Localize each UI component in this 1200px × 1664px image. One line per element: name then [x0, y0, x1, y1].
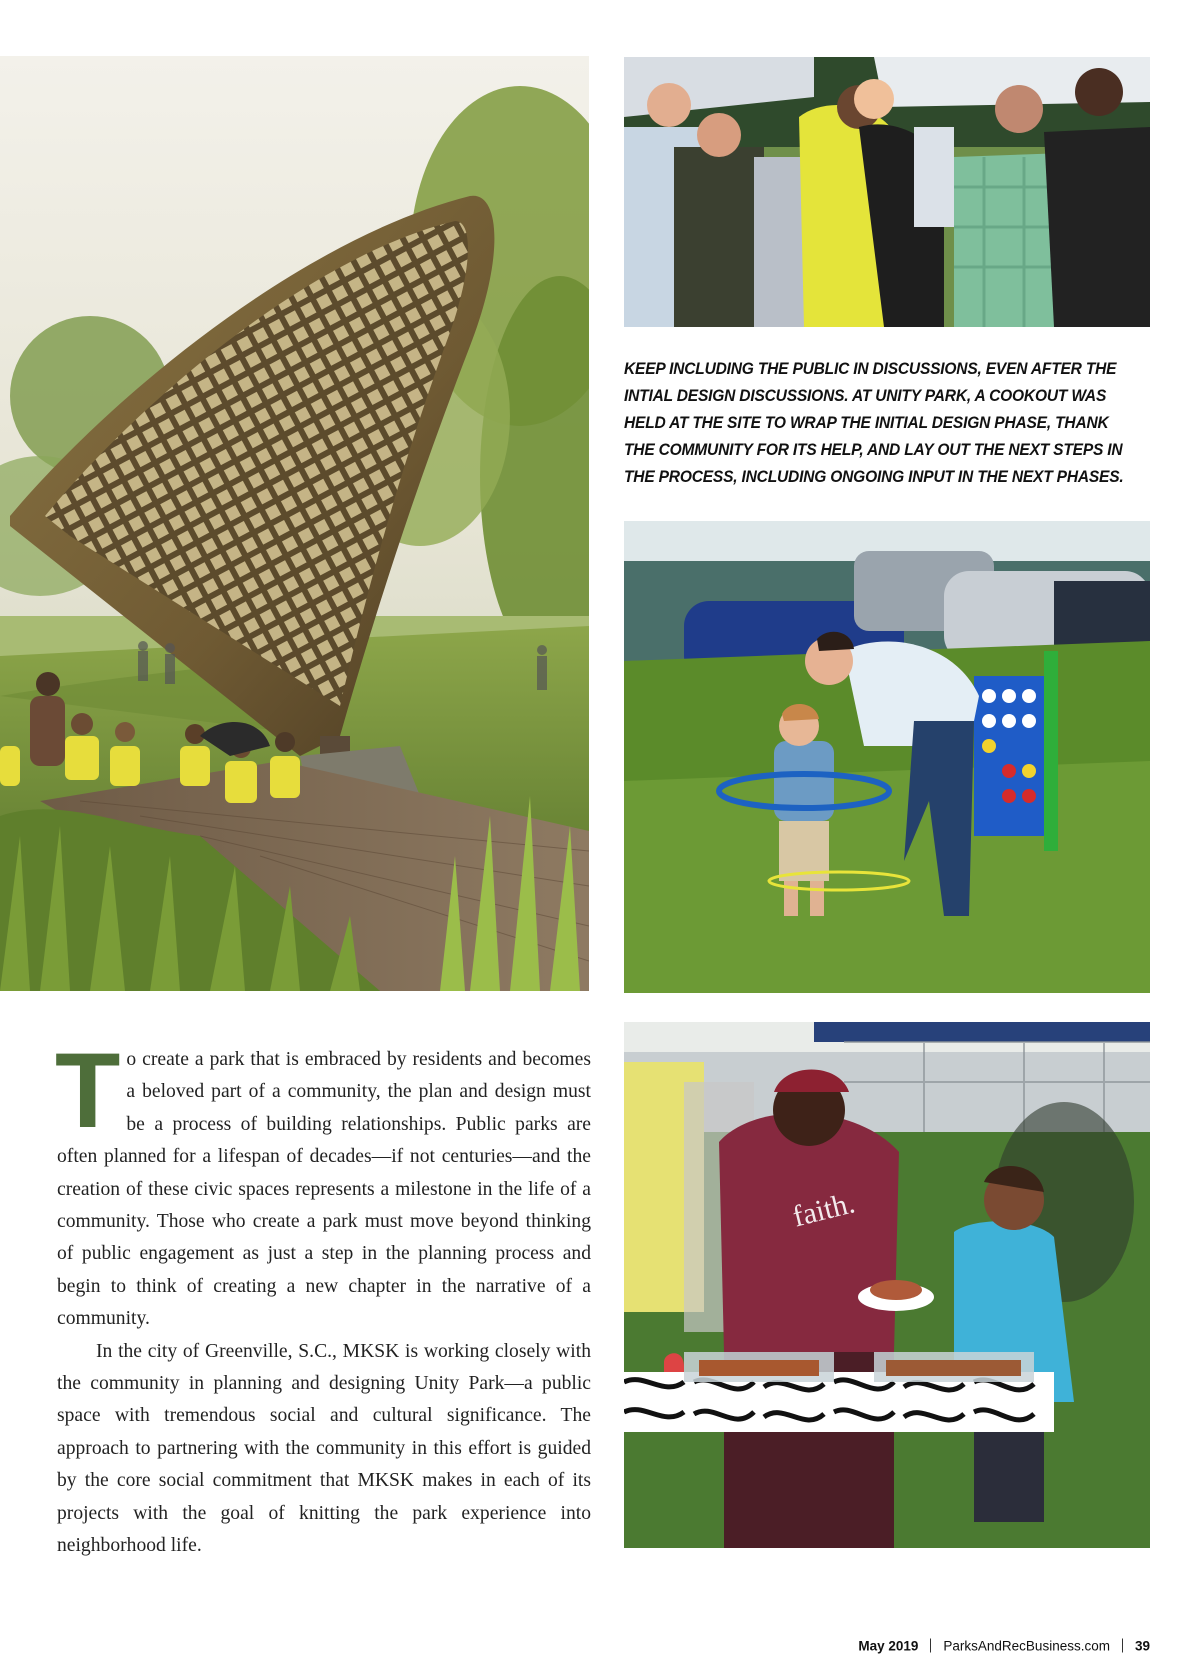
article-paragraph-1 — [55, 1030, 591, 1336]
pavilion-rendering-image — [0, 56, 589, 991]
paragraph-1-text: o create a park that is embraced by residents and becomes a beloved part of a community, the plan and design must be a process of building relationships. Public parks are often planned for a lifespan of decades—if not centuries—and the creation of these civic spaces represents a milestone in the life of a community. Those who create a park must move beyond thinking of public engagement as just a step in the planning process and begin to think of creating a new chapter in the narrative of a community. — [57, 1049, 591, 1330]
footer-issue: May 2019 — [858, 1638, 919, 1654]
page-number: 39 — [1134, 1638, 1150, 1654]
cookout-hug-photo — [624, 57, 1150, 327]
photo-caption: KEEP INCLUDING THE PUBLIC IN DISCUSSIONS, EVEN AFTER THE INTIAL DESIGN DISCUSSIONS. AT UNITY PARK, A COOKOUT WAS HELD AT THE SITE TO WRAP THE INITIAL DESIGN PHASE, THANK THE COMMUNITY FOR ITS HELP, AND LAY OUT THE NEXT STEPS IN THE PROCESS, INCLUDING ONGOING INPUT IN THE NEXT PHASES. — [624, 360, 1124, 486]
article-body — [55, 1030, 591, 1563]
hula-hoop-photo — [624, 521, 1150, 993]
article-paragraph-2: In the city of Greenville, S.C., MKSK is working closely with the community in planning and designing Unity Park—a public space with tremendous social and cultural significance. The approach to partnering with the community in this effort is guided by the core social commitment that MKSK makes in each of its projects with the goal of knitting the park experience into neighborhood life. — [57, 1340, 591, 1557]
cookout-food-photo — [624, 1022, 1150, 1548]
footer-divider — [930, 1639, 931, 1653]
page-footer — [858, 1639, 1150, 1654]
footer-site: ParksAndRecBusiness.com — [943, 1638, 1110, 1654]
footer-divider — [1122, 1639, 1123, 1653]
drop-cap: T — [55, 1030, 121, 1150]
shirt-text: faith. — [789, 1186, 859, 1234]
